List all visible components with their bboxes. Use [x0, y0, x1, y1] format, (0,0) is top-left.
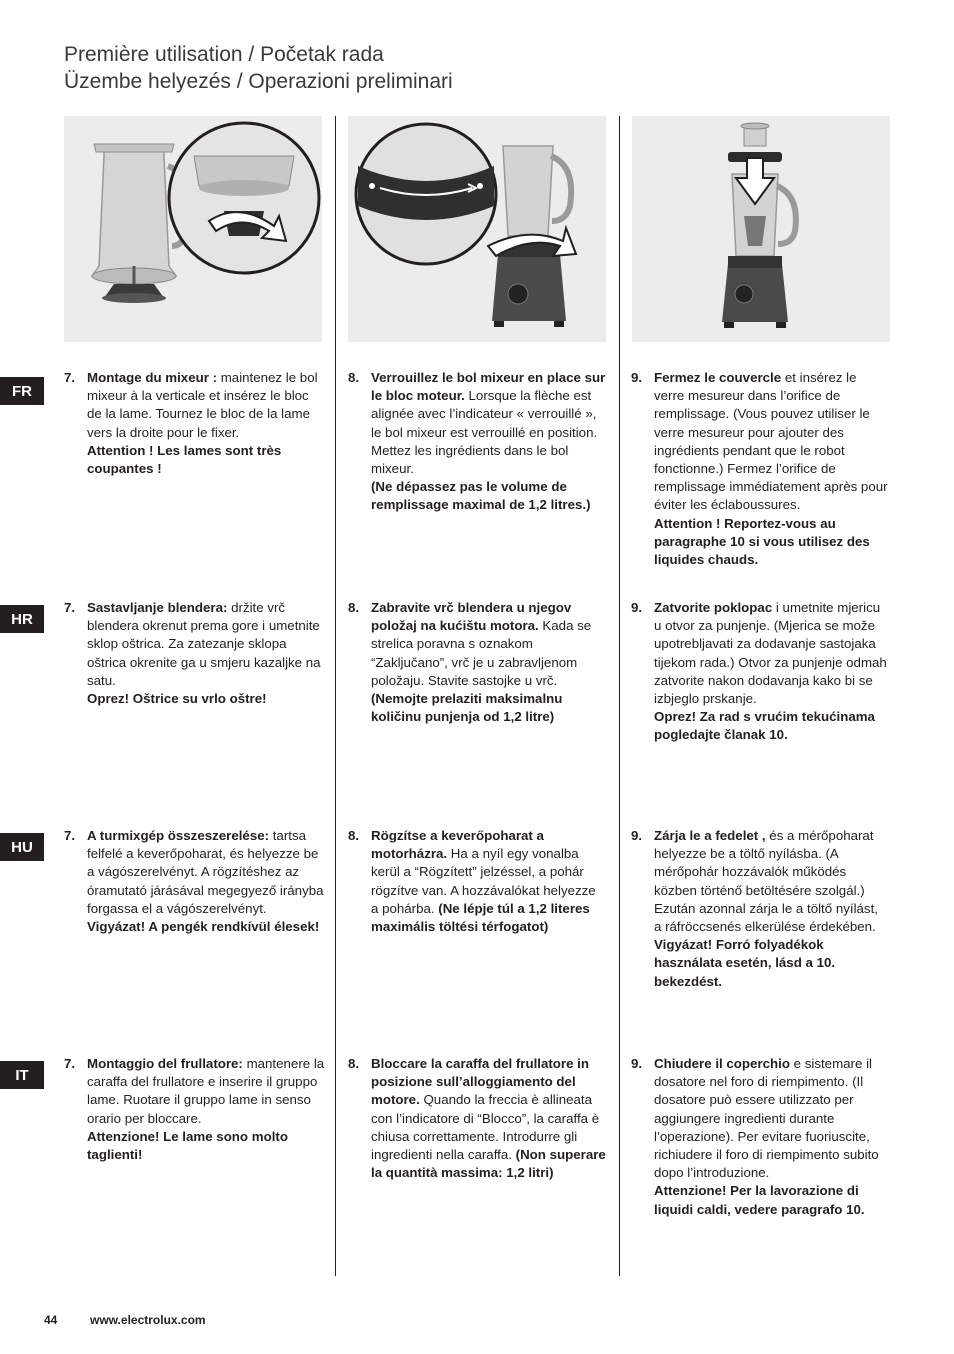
- language-tab-it: IT: [0, 1061, 44, 1089]
- step-number: 9.: [631, 828, 643, 843]
- title-line-1: Première utilisation / Početak rada: [64, 43, 384, 66]
- step-warning: (Non superare la quantità massima: 1,2 litri): [371, 1147, 606, 1181]
- step-hr-8: [348, 599, 606, 726]
- step-it-7: [64, 1055, 326, 1164]
- language-tab-hu: HU: [0, 833, 44, 861]
- step-number: 9.: [631, 370, 643, 385]
- step-number: 9.: [631, 600, 643, 615]
- step-number: 8.: [348, 828, 360, 843]
- step-warning: Oprez! Oštrice su vrlo oštre!: [87, 691, 267, 707]
- step-title: Fermez le couvercle: [654, 370, 782, 385]
- step-body: et insérez le verre mesureur dans l’orifice de remplissage. (Vous pouvez utiliser le verre mesureur pour ajouter des ingrédients pendant que le robot fonctionne.) Fermez l’orifice de remplissage immédiatement après pour éviter les éclaboussures.: [654, 370, 888, 513]
- step-number: 7.: [64, 600, 76, 615]
- page-title: [64, 41, 453, 95]
- step-it-8: [348, 1055, 606, 1182]
- title-line-2: Üzembe helyezés / Operazioni preliminari: [64, 70, 453, 93]
- step-warning: Vigyázat! Forró folyadékok használata esetén, lásd a 10. bekezdést.: [654, 937, 836, 989]
- step-title: Montage du mixeur :: [87, 370, 218, 385]
- page-number: 44: [44, 1313, 58, 1327]
- column-divider-1: [335, 116, 336, 1276]
- jug-lock-on-motor-illustration: [348, 116, 606, 342]
- step-number: 9.: [631, 1056, 643, 1071]
- language-tab-fr: FR: [0, 377, 44, 405]
- step-fr-8: [348, 369, 606, 515]
- step-warning: Attenzione! Per la lavorazione di liquidi caldi, vedere paragrafo 10.: [654, 1183, 865, 1217]
- step-number: 7.: [64, 828, 76, 843]
- step-title: Montaggio del frullatore:: [87, 1056, 243, 1071]
- step-it-9: [631, 1055, 889, 1219]
- step-body: Quando la freccia è allineata con l’indicatore di “Blocco”, la caraffa è chiusa correttamente. Introdurre gli ingredienti nella caraffa.: [371, 1092, 600, 1163]
- step-body: držite vrč blendera okrenut prema gore i umetnite sklop oštrica. Za zatezanje sklopa oštrica okrenite ga u smjeru kazaljke na satu.: [87, 600, 321, 688]
- step-hu-9: [631, 827, 889, 991]
- step-warning: (Ne lépje túl a 1,2 literes maximális töltési térfogatot): [371, 900, 590, 935]
- step-body: Kada se strelica poravna s oznakom “Zaključano”, vrč je u zabravljenom položaju. Stavite sastojke u vrč.: [371, 618, 592, 688]
- step-title: A turmixgép összeszerelése:: [87, 828, 270, 843]
- step-title: Rögzítse a keverőpoharat a motorházra.: [371, 828, 544, 862]
- step-body: és a mérőpoharat helyezze be a töltő nyílásba. (A mérőpohár hozzávalók működés közben történő betöltésére szolgál.) Ezután azonnal zárja le a töltő nyílást, a ráfröccsenés elkerülése érdekében.: [654, 828, 878, 935]
- step-warning: (Ne dépassez pas le volume de remplissage maximal de 1,2 litres.): [371, 479, 591, 513]
- step-title: Verrouillez le bol mixeur en place sur le bloc moteur.: [371, 370, 606, 404]
- step-warning: Vigyázat! A pengék rendkívül élesek!: [87, 919, 320, 935]
- step-title: Bloccare la caraffa del frullatore in posizione sull’alloggiamento del motore.: [371, 1056, 590, 1108]
- step-title: Zabravite vrč blendera u njegov položaj na kućištu motora.: [371, 600, 572, 634]
- step-number: 7.: [64, 1056, 76, 1071]
- step-number: 8.: [348, 1056, 360, 1071]
- step-number: 8.: [348, 600, 360, 615]
- jug-blade-assembly-illustration: [64, 116, 322, 342]
- step-fr-7: [64, 369, 326, 478]
- lid-measuring-cup-illustration: [632, 116, 890, 342]
- step-number: 7.: [64, 370, 76, 385]
- step-title: Chiudere il coperchio: [654, 1056, 790, 1071]
- step-body: mantenere la caraffa del frullatore e inserire il gruppo lame. Ruotare il gruppo lame in senso orario per bloccare.: [87, 1056, 325, 1126]
- step-body: Lorsque la flèche est alignée avec l’indicateur « verrouillé », le bol mixeur est verrouillé en position. Mettez les ingrédients dans le bol mixeur.: [371, 388, 598, 477]
- step-title: Zárja le a fedelet ,: [654, 828, 766, 843]
- step-body: e sistemare il dosatore nel foro di riempimento. (Il dosatore può essere utilizzato per aggiungere ingredienti durante l’operazione). Per evitare fuoriuscite, richiudere il foro di riempimento subito dopo l’introduzione.: [654, 1056, 879, 1181]
- step-hu-7: [64, 827, 326, 936]
- step-body: tartsa felfelé a keverőpoharat, és helyezze be a vágószerelvényt. A rögzítéshez az óramutató járásával megegyező irányba forgassa el a vágószerelvényt.: [87, 828, 324, 916]
- step-body: i umetnite mjericu u otvor za punjenje. (Mjerica se može upotrebljavati za dodavanje sastojaka tijekom rada.) Otvor za punjenje odmah zatvorite nakon dodavanja kako bi se izbjeglo prskanje.: [654, 600, 887, 707]
- step-warning: Attention ! Reportez-vous au paragraphe 10 si vous utilisez des liquides chauds.: [654, 515, 870, 568]
- step-warning: Oprez! Za rad s vrućim tekućinama pogledajte članak 10.: [654, 709, 875, 743]
- language-tab-hr: HR: [0, 605, 44, 633]
- website-link[interactable]: www.electrolux.com: [90, 1313, 206, 1327]
- step-number: 8.: [348, 370, 360, 385]
- step-body: maintenez le bol mixeur à la verticale et insérez le bloc de la lame. Tournez le bloc de la lame vers la droite pour le fixer.: [87, 370, 318, 440]
- step-hu-8: [348, 827, 606, 936]
- step-fr-9: [631, 369, 889, 569]
- step-title: Zatvorite poklopac: [654, 600, 773, 615]
- step-warning: Attention ! Les lames sont très coupantes !: [87, 442, 282, 477]
- step-title: Sastavljanje blendera:: [87, 600, 228, 615]
- step-hr-9: [631, 599, 889, 745]
- step-warning: Attenzione! Le lame sono molto taglienti!: [87, 1128, 288, 1163]
- step-warning: (Nemojte prelaziti maksimalnu količinu punjenja od 1,2 litre): [371, 691, 563, 725]
- step-body: Ha a nyíl egy vonalba kerül a “Rögzített” jelzéssel, a pohár rögzítve van. A hozzávalókat helyezze a pohárba.: [371, 846, 596, 916]
- column-divider-2: [619, 116, 620, 1276]
- step-hr-7: [64, 599, 326, 708]
